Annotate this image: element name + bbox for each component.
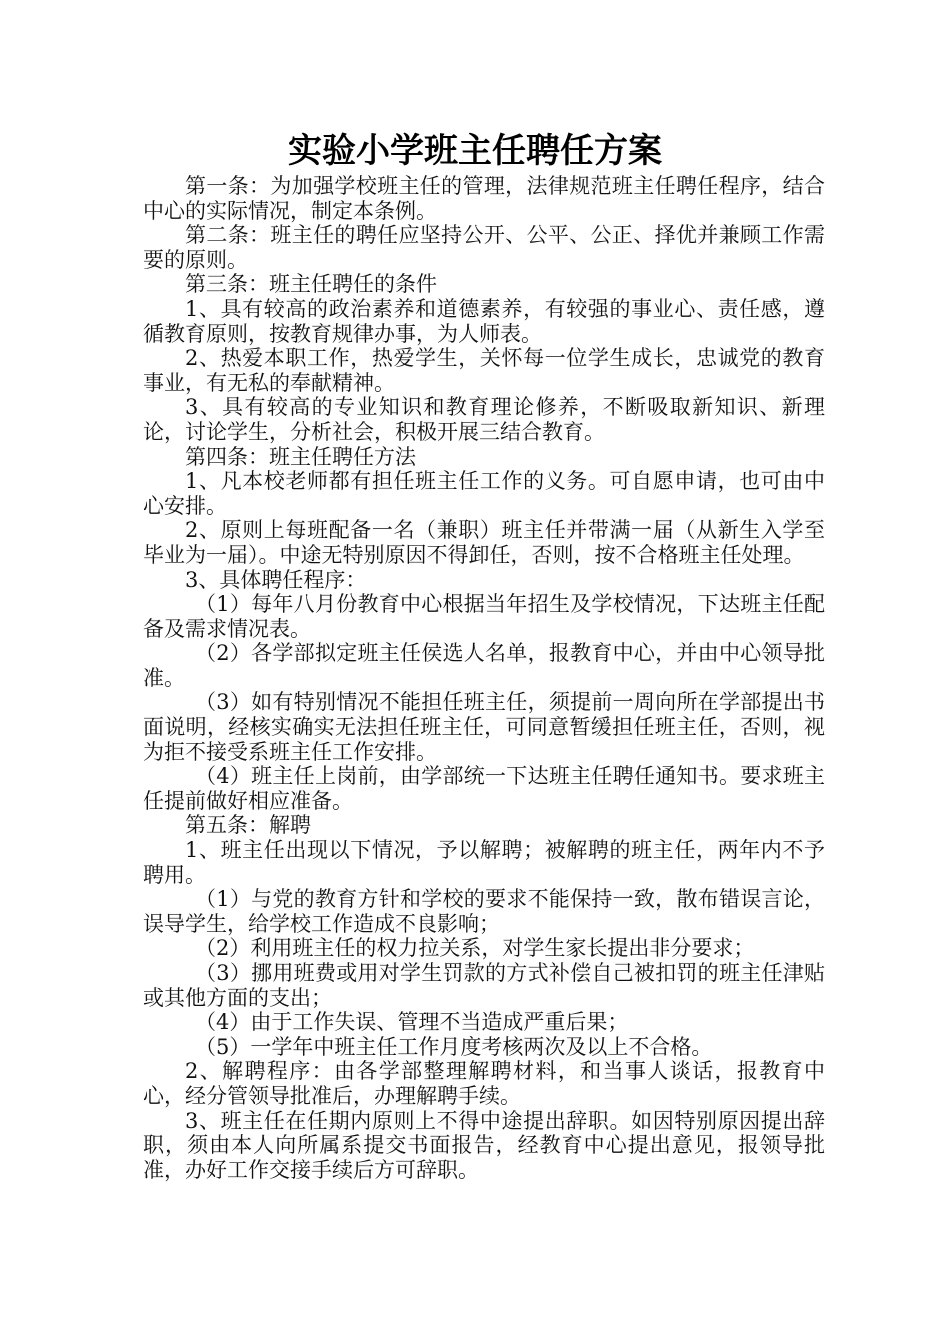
paragraph: 1、具有较高的政治素养和道德素养，有较强的事业心、责任感，遵循教育原则，按教育规律办事，为人师表。	[143, 296, 825, 346]
paragraph: （4）由于工作失误、管理不当造成严重后果；	[195, 1010, 629, 1035]
document-title: 实验小学班主任聘任方案	[288, 131, 662, 171]
paragraph: 2、解聘程序：由各学部整理解聘材料，和当事人谈话，报教育中心，经分管领导批准后，办理解聘手续。	[143, 1059, 825, 1108]
paragraph: 第二条：班主任的聘任应坚持公开、公平、公正、择优并兼顾工作需要的原则。	[143, 223, 825, 272]
paragraph: 3、具有较高的专业知识和教育理论修养，不断吸取新知识、新理论，讨论学生，分析社会，积极开展三结合教育。	[143, 395, 825, 444]
paragraph: 1、班主任出现以下情况，予以解聘；被解聘的班主任，两年内不予聘用。	[143, 838, 825, 887]
paragraph: 第五条：解聘	[185, 813, 311, 838]
paragraph: （4）班主任上岗前，由学部统一下达班主任聘任通知书。要求班主任提前做好相应准备。	[143, 764, 825, 813]
paragraph: （1）与党的教育方针和学校的要求不能保持一致，散布错误言论，误导学生，给学校工作造成不良影响；	[143, 887, 825, 936]
paragraph: （3）挪用班费或用对学生罚款的方式补偿自己被扣罚的班主任津贴或其他方面的支出；	[143, 961, 825, 1010]
paragraph: （3）如有特别情况不能担任班主任，须提前一周向所在学部提出书面说明，经核实确实无法担任班主任，可同意暂缓担任班主任，否则，视为拒不接受系班主任工作安排。	[143, 690, 825, 764]
paragraph: （2）利用班主任的权力拉关系，对学生家长提出非分要求；	[195, 936, 755, 961]
paragraph: 第三条：班主任聘任的条件	[185, 272, 437, 297]
paragraph: （5）一学年中班主任工作月度考核两次及以上不合格。	[195, 1034, 713, 1059]
document-body	[143, 174, 825, 1182]
paragraph: 3、班主任在任期内原则上不得中途提出辞职。如因特别原因提出辞职，须由本人向所属系提交书面报告，经教育中心提出意见，报领导批准，办好工作交接手续后方可辞职。	[143, 1108, 825, 1182]
paragraph: （2）各学部拟定班主任侯选人名单，报教育中心，并由中心领导批准。	[143, 641, 825, 690]
paragraph: 第一条：为加强学校班主任的管理，法律规范班主任聘任程序，结合中心的实际情况，制定本条例。	[143, 174, 825, 223]
paragraph: 第四条：班主任聘任方法	[185, 444, 416, 469]
paragraph: 1、凡本校老师都有担任班主任工作的义务。可自愿申请，也可由中心安排。	[143, 469, 825, 518]
paragraph: 2、热爱本职工作，热爱学生，关怀每一位学生成长，忠诚党的教育事业，有无私的奉献精神。	[143, 346, 825, 395]
paragraph: 2、原则上每班配备一名（兼职）班主任并带满一届（从新生入学至毕业为一届）。中途无特别原因不得卸任，否则，按不合格班主任处理。	[143, 518, 825, 567]
paragraph: （1）每年八月份教育中心根据当年招生及学校情况，下达班主任配备及需求情况表。	[143, 592, 825, 641]
paragraph: 3、具体聘任程序：	[185, 567, 367, 592]
